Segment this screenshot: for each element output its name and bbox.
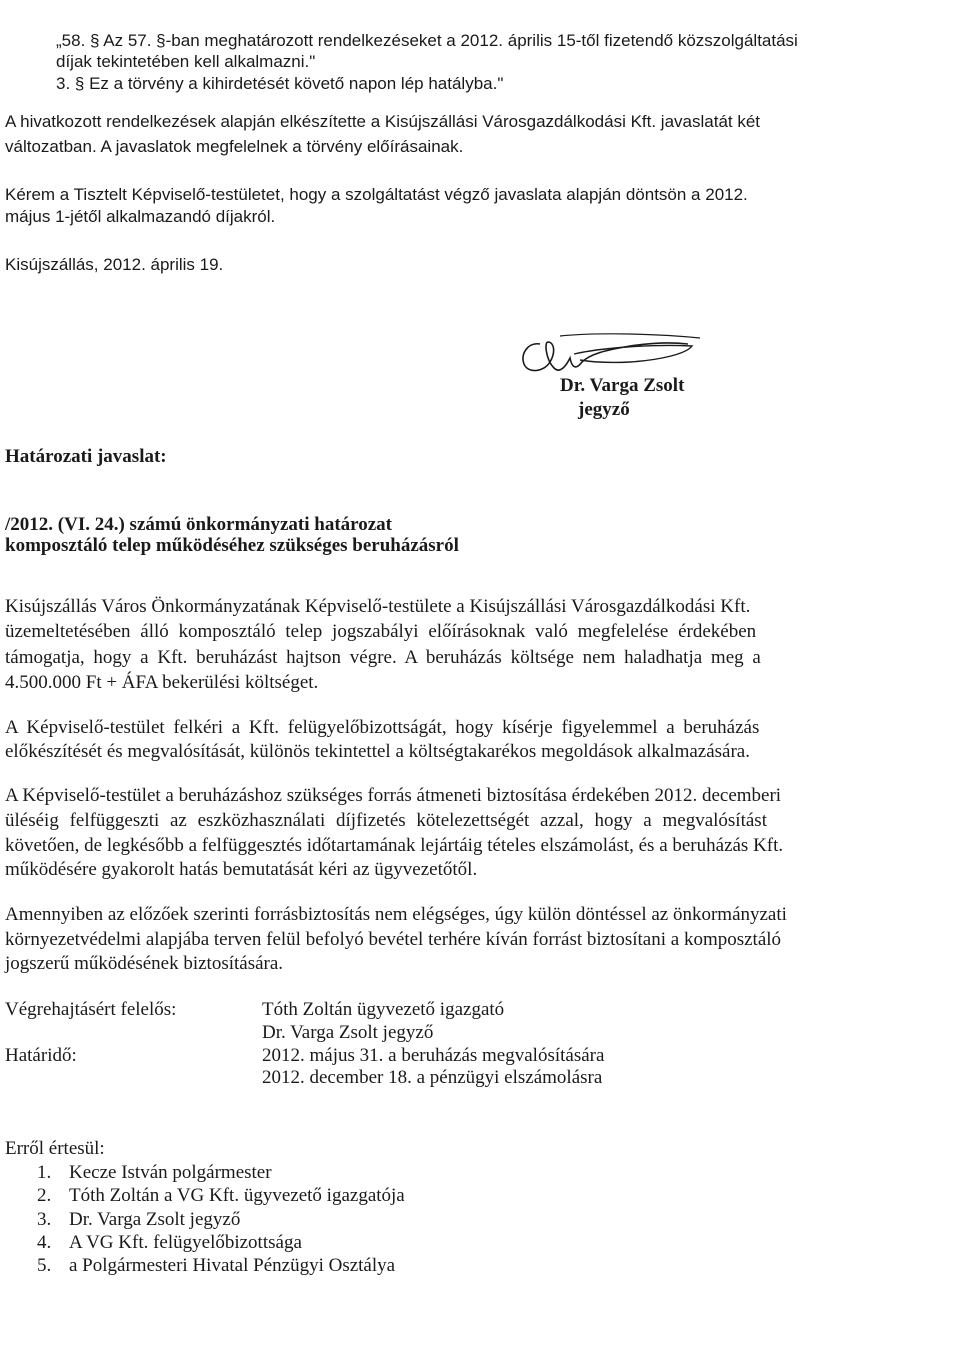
- list-item-text: Tóth Zoltán a VG Kft. ügyvezető igazgatója: [69, 1185, 405, 1206]
- body-p4-line-2: környezetvédelmi alapjába terven felül befolyó bevétel terhére kíván forrást biztosítani a komposztáló: [5, 929, 782, 950]
- intro-line-2: díjak tekintetében kell alkalmazni.": [56, 52, 316, 71]
- deadline-label: Határidő:: [5, 1045, 77, 1066]
- body-p1-line-2: üzemeltetésében álló komposztáló telep jogszabályi előírásoknak való megfelelése érdekében: [5, 621, 757, 642]
- responsible-value-1: Tóth Zoltán ügyvezető igazgató: [262, 999, 505, 1020]
- list-item: [37, 1210, 240, 1229]
- list-item-number: 2.: [37, 1185, 52, 1206]
- list-item-number: 1.: [37, 1162, 52, 1183]
- intro-line-3: 3. § Ez a törvény a kihirdetését követő napon lép hatályba.": [56, 74, 504, 93]
- body-p3-line-1: A Képviselő-testület a beruházáshoz szükséges forrás átmeneti biztosítása érdekében 2012. decemberi: [5, 785, 782, 806]
- notified-heading: Erről értesül:: [5, 1138, 105, 1159]
- list-item-text: A VG Kft. felügyelőbizottsága: [69, 1232, 302, 1253]
- body-p3-line-4: működésére gyakorolt hatás bemutatását kéri az ügyvezetőtől.: [5, 859, 478, 880]
- list-item-text: Kecze István polgármester: [69, 1162, 272, 1183]
- list-item: [37, 1163, 272, 1182]
- paragraph-1-line-1: A hivatkozott rendelkezések alapján elkészítette a Kisújszállási Városgazdálkodási Kft. javaslatát két: [5, 112, 761, 131]
- body-p3-line-3: követően, de legkésőbb a felfüggesztés időtartamának lejártáig tételes elszámolást, és a beruházás Kft.: [5, 835, 784, 856]
- deadline-value-1: 2012. május 31. a beruházás megvalósítására: [262, 1045, 605, 1066]
- date-line: Kisújszállás, 2012. április 19.: [5, 255, 224, 274]
- signatory-title: jegyző: [578, 399, 630, 420]
- resolution-number: /2012. (VI. 24.) számú önkormányzati határozat: [5, 514, 393, 535]
- list-item: [37, 1256, 395, 1275]
- body-p1-line-4: 4.500.000 Ft + ÁFA bekerülési költséget.: [5, 672, 319, 693]
- signatory-name: Dr. Varga Zsolt: [560, 375, 685, 396]
- list-item-text: Dr. Varga Zsolt jegyző: [69, 1209, 241, 1230]
- intro-line-1: „58. § Az 57. §-ban meghatározott rendelkezéseket a 2012. április 15-től fizetendő közszolgáltatási: [56, 31, 798, 50]
- proposal-heading: Határozati javaslat:: [5, 446, 167, 467]
- body-p1-line-3: támogatja, hogy a Kft. beruházást hajtson végre. A beruházás költsége nem haladhatja meg a: [5, 647, 761, 668]
- body-p2-line-1: A Képviselő-testület felkéri a Kft. felügyelőbizottságát, hogy kísérje figyelemmel a beruházás: [5, 717, 760, 738]
- list-item: [37, 1186, 405, 1205]
- paragraph-2-line-1: Kérem a Tisztelt Képviselő-testületet, hogy a szolgáltatást végző javaslata alapján döntsön a 2012.: [5, 185, 748, 204]
- body-p1-line-1: Kisújszállás Város Önkormányzatának Képviselő-testülete a Kisújszállási Városgazdálkodási Kft.: [5, 596, 751, 617]
- body-p3-line-2: üléséig felfüggeszti az eszközhasználati díjfizetés kötelezettségét azzal, hogy a megvalósítást: [5, 810, 767, 831]
- deadline-value-2: 2012. december 18. a pénzügyi elszámolásra: [262, 1067, 603, 1088]
- responsible-value-2: Dr. Varga Zsolt jegyző: [262, 1022, 434, 1043]
- list-item-text: a Polgármesteri Hivatal Pénzügyi Osztálya: [69, 1255, 396, 1276]
- resolution-subject: komposztáló telep működéséhez szükséges beruházásról: [5, 535, 459, 556]
- responsible-label: Végrehajtásért felelős:: [5, 999, 177, 1020]
- body-p2-line-2: előkészítését és megvalósítását, különös tekintettel a költségtakarékos megoldások alkalmazására.: [5, 741, 750, 762]
- paragraph-2-line-2: május 1-jétől alkalmazandó díjakról.: [5, 207, 276, 226]
- paragraph-1-line-2: változatban. A javaslatok megfelelnek a törvény előírásainak.: [5, 137, 464, 156]
- list-item-number: 5.: [37, 1255, 52, 1276]
- body-p4-line-1: Amennyiben az előzőek szerinti forrásbiztosítás nem elégséges, úgy külön döntéssel az önkormányzati: [5, 904, 787, 925]
- list-item-number: 4.: [37, 1232, 52, 1253]
- list-item: [37, 1233, 302, 1252]
- body-p4-line-3: jogszerű működésének biztosítására.: [5, 953, 284, 974]
- list-item-number: 3.: [37, 1209, 52, 1230]
